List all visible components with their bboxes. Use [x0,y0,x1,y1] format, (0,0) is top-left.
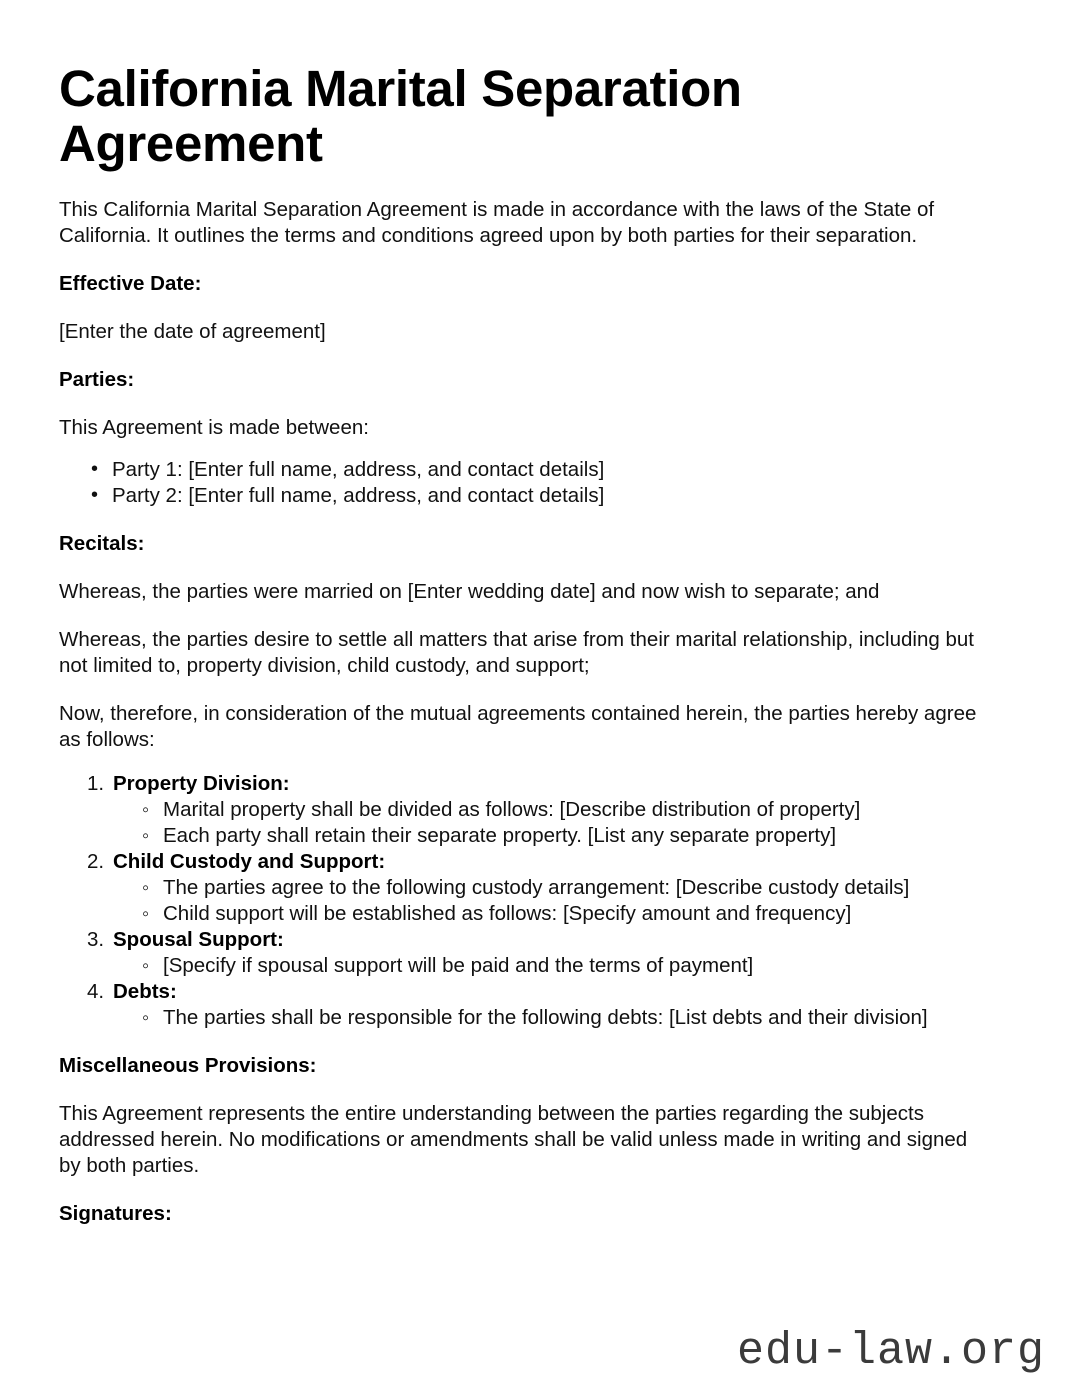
list-item [113,849,993,927]
effective-date-value: [Enter the date of agreement] [59,320,326,344]
term-label: Debts: [113,980,177,1004]
list-item: ◦ The parties agree to the following custody arrangement: [Describe custody details] [163,875,993,901]
recital-paragraph-1: Whereas, the parties were married on [Enter wedding date] and now wish to separate; and [59,580,880,604]
term-sublist [113,797,993,849]
parties-list [59,457,993,509]
term-sublist [113,953,993,979]
effective-date-heading: Effective Date: [59,272,202,296]
miscellaneous-body: This Agreement represents the entire understanding between the parties regarding the subjects addressed herein. No modifications or amendments shall be valid unless made in writing and signed by both parties. [59,1102,968,1178]
list-item: ◦ Each party shall retain their separate property. [List any separate property] [163,823,993,849]
list-item [113,979,993,1031]
list-item: • Party 1: [Enter full name, address, and contact details] [112,457,993,483]
term-sublist [113,1005,993,1031]
parties-heading: Parties: [59,368,135,392]
site-watermark: edu-law.org [736,1326,1045,1377]
list-item: ◦ [Specify if spousal support will be paid and the terms of payment] [163,953,993,979]
terms-list [59,771,993,1031]
list-item [113,927,993,979]
term-label: Child Custody and Support: [113,850,386,874]
page-title: California Marital Separation Agreement [59,60,742,172]
list-item: • Party 2: [Enter full name, address, and contact details] [112,483,993,509]
miscellaneous-heading: Miscellaneous Provisions: [59,1054,317,1078]
term-label: Property Division: [113,772,290,796]
list-item: ◦ The parties shall be responsible for the following debts: [List debts and their division] [163,1005,993,1031]
intro-paragraph: This California Marital Separation Agreement is made in accordance with the laws of the State of California. It outlines the terms and conditions agreed upon by both parties for their separation. [59,198,935,248]
recital-paragraph-3: Now, therefore, in consideration of the mutual agreements contained herein, the parties hereby agree as follows: [59,702,977,752]
recitals-heading: Recitals: [59,532,145,556]
parties-intro: This Agreement is made between: [59,416,369,440]
list-item: ◦ Child support will be established as follows: [Specify amount and frequency] [163,901,993,927]
list-item: ◦ Marital property shall be divided as follows: [Describe distribution of property] [163,797,993,823]
term-sublist [113,875,993,927]
document-content [59,62,993,1249]
term-label: Spousal Support: [113,928,284,952]
list-item [113,771,993,849]
signatures-heading: Signatures: [59,1202,172,1226]
recital-paragraph-2: Whereas, the parties desire to settle all matters that arise from their marital relationship, including but not limited to, property division, child custody, and support; [59,628,974,678]
